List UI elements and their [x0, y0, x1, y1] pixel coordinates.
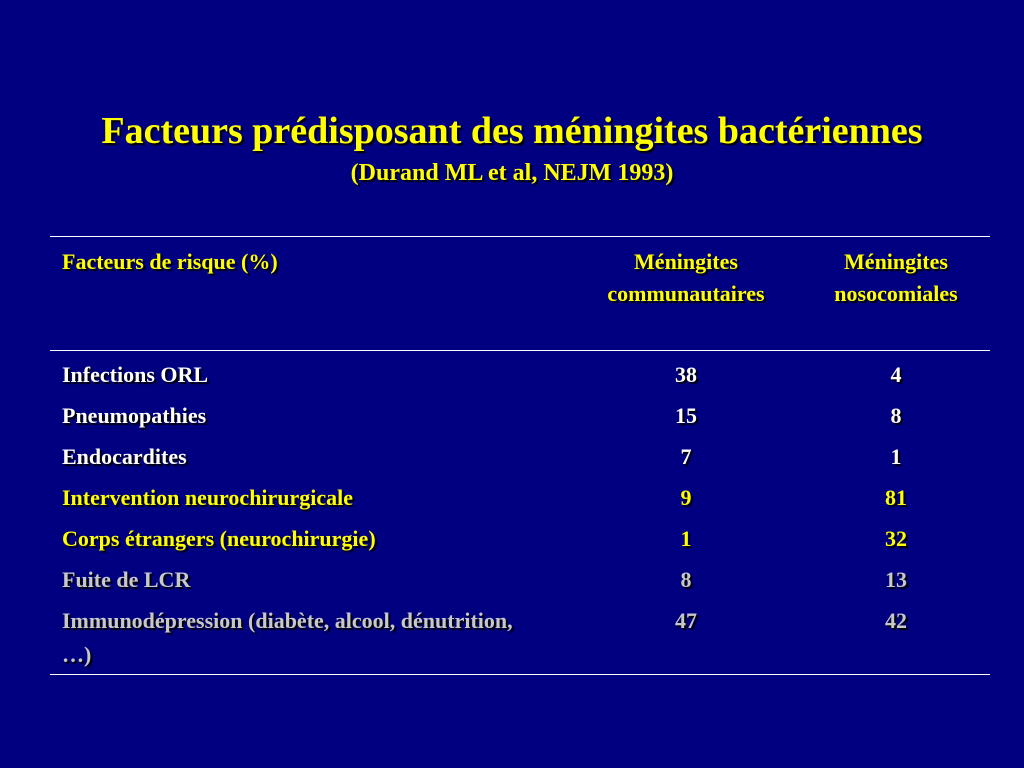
- table-header-rule: [50, 350, 990, 351]
- row-label: Fuite de LCR: [62, 567, 191, 592]
- table-row: [0, 522, 1024, 563]
- row-value-nosocomial: 81: [885, 485, 907, 510]
- row-label: Corps étrangers (neurochirurgie): [62, 526, 376, 551]
- row-value-community: 7: [680, 444, 692, 469]
- table-row: [0, 563, 1024, 604]
- header-nosocomial-meningitis: Méningites nosocomiales: [834, 249, 958, 306]
- row-label: Immunodépression (diabète, alcool, dénutrition, …): [62, 608, 513, 667]
- table-row: [0, 358, 1024, 399]
- slide-title: Facteurs prédisposant des méningites bactériennes: [101, 110, 923, 152]
- slide-subtitle: (Durand ML et al, NEJM 1993): [350, 160, 674, 186]
- row-value-community: 1: [680, 526, 692, 551]
- table-bottom-rule: [50, 674, 990, 675]
- row-value-community: 15: [675, 403, 697, 428]
- table-row: [0, 604, 1024, 674]
- row-label: Pneumopathies: [62, 403, 207, 428]
- row-value-community: 9: [680, 485, 692, 510]
- row-value-nosocomial: 42: [885, 608, 907, 633]
- row-label: Intervention neurochirurgicale: [62, 485, 354, 510]
- row-value-community: 8: [680, 567, 692, 592]
- table-top-rule: [50, 236, 990, 237]
- table-row: [0, 440, 1024, 481]
- header-risk-factors: Facteurs de risque (%): [62, 249, 278, 274]
- table-row: [0, 481, 1024, 522]
- row-value-nosocomial: 1: [890, 444, 902, 469]
- row-value-community: 47: [675, 608, 697, 633]
- row-value-nosocomial: 4: [890, 362, 902, 387]
- row-value-nosocomial: 8: [890, 403, 902, 428]
- table-row: [0, 399, 1024, 440]
- header-community-meningitis: Méningites communautaires: [607, 249, 765, 306]
- row-value-community: 38: [675, 362, 697, 387]
- row-value-nosocomial: 13: [885, 567, 907, 592]
- row-label: Endocardites: [62, 444, 187, 469]
- row-value-nosocomial: 32: [885, 526, 907, 551]
- row-label: Infections ORL: [62, 362, 209, 387]
